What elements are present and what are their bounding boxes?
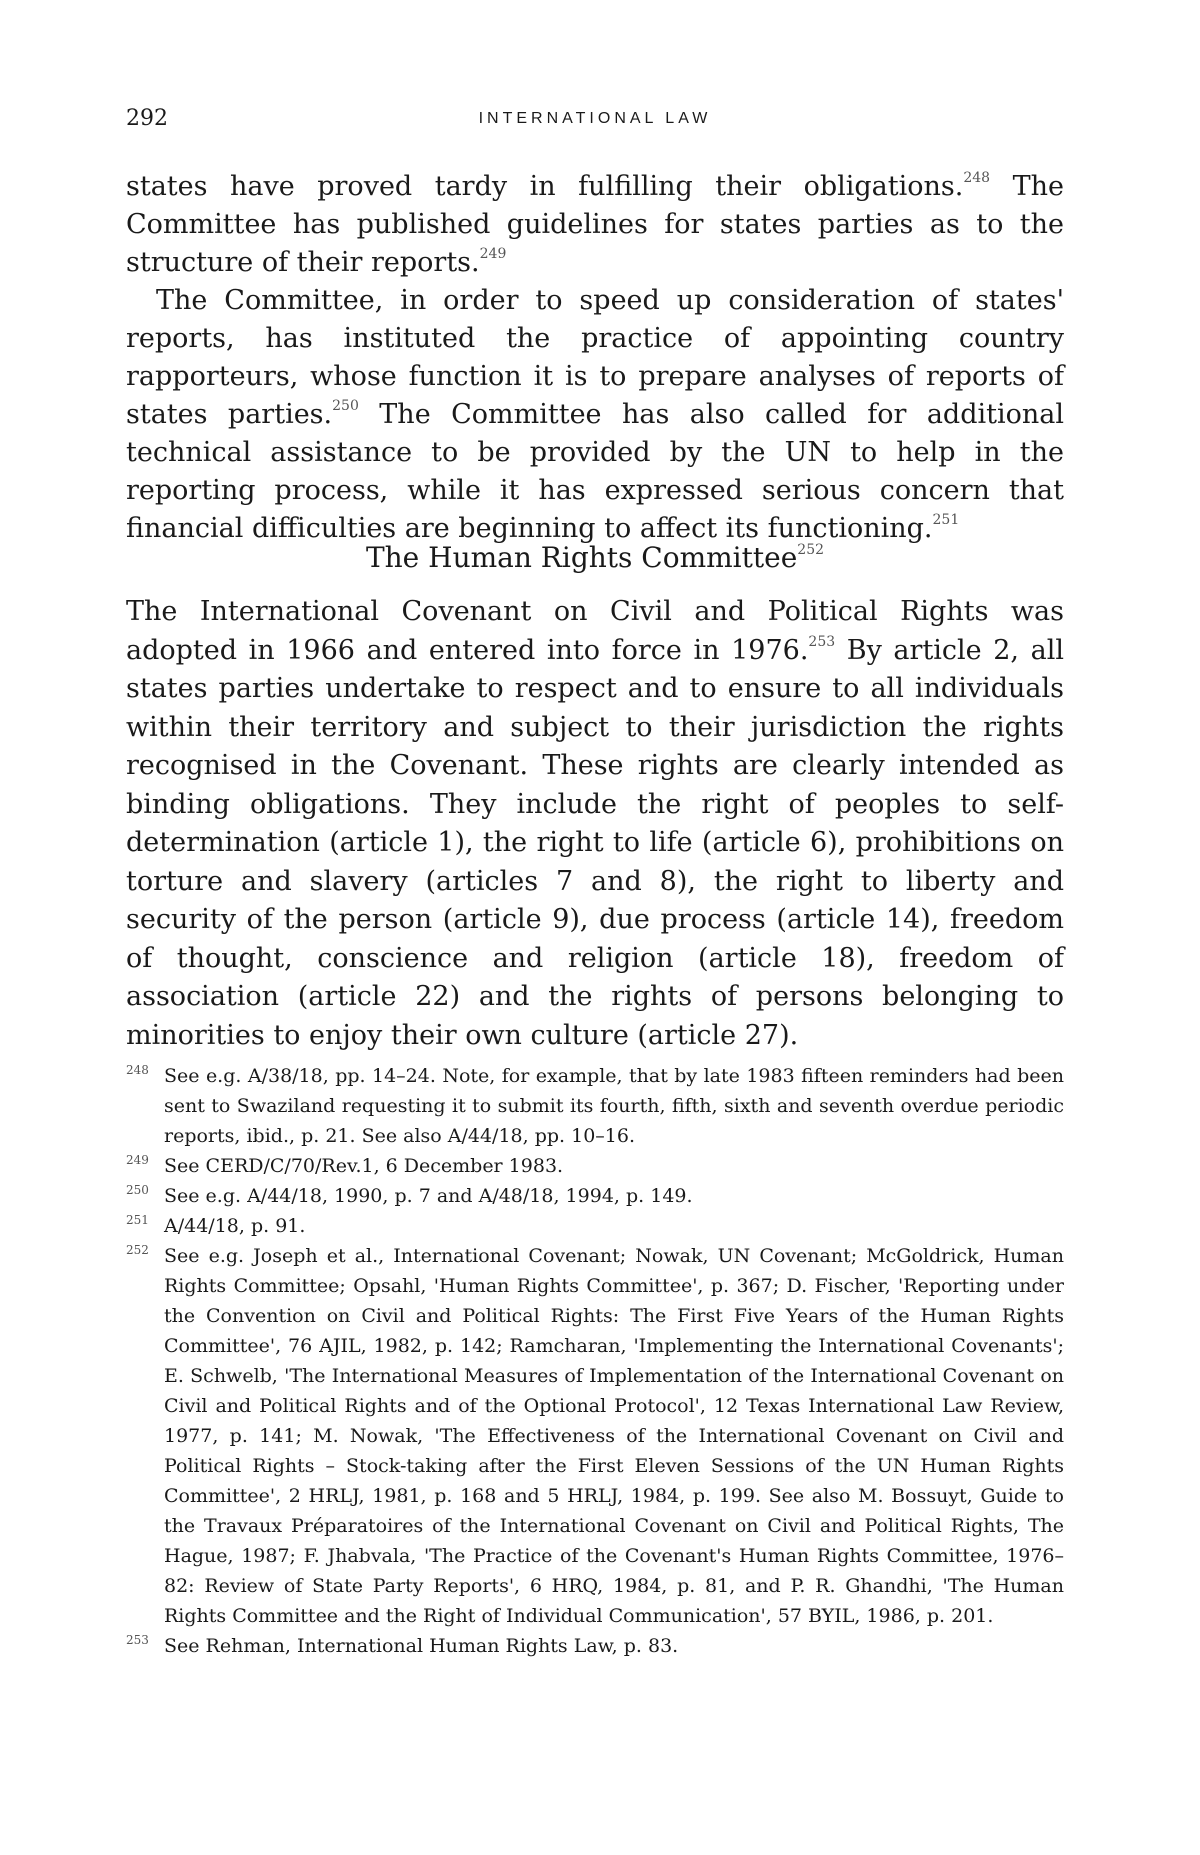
section-heading: The Human Rights Committee$^{252}$ bbox=[365, 541, 825, 574]
footnote-ref-251[interactable]: 251 bbox=[932, 512, 960, 528]
footnote-text: A/44/18, p. 91. bbox=[164, 1215, 306, 1237]
footnote-text: See e.g. Joseph et al., International Covenant; Nowak, UN Covenant; McGoldrick, Human Rights Committee; Opsahl, 'Human Rights Committee', p. 367; D. Fischer, 'Reporting under the Convention on Civil and Political Rights: The First Five Years of the Human Rights Committee', 76 AJIL, 1982, p. 142; Ramcharan, 'Implementing the International Covenants'; E. Schwelb, 'The International Measures of Implementation of the International Covenant on Civil and Political Rights and of the Optional Protocol', 12 Texas International Law Review, 1977, p. 141; M. Nowak, 'The Effectiveness of the International Covenant on Civil and Political Rights – Stock-taking after the First Eleven Sessions of the UN Human Rights Committee', 2 HRLJ, 1981, p. 168 and 5 HRLJ, 1984, p. 199. See also M. Bossuyt, Guide to the Travaux Préparatoires of the International Covenant on Civil and Political Rights, The Hague, 1987; F. Jhabvala, 'The Practice of the Covenant's Human Rights Committee, 1976–82: Review of State Party Reports', 6 HRQ, 1984, p. 81, and P. R. Ghandhi, 'The Human Rights Committee and the Right of Individual Communication', 57 BYIL, 1986, p. 201. bbox=[164, 1245, 1064, 1627]
running-head bbox=[126, 106, 1064, 136]
body-text-top bbox=[126, 168, 1064, 548]
paragraph-3: The International Covenant on Civil and Political Rights was adopted in 1966 and entered into force in 1976.$^{253}$ By article 2, all states parties undertake to respect and to ensure to all individuals within their territory and subject to their jurisdiction the rights recognised in the Covenant. These rights are clearly intended as binding obligations. They include the right of peoples to self-determination (article 1), the right to life (article 6), prohibitions on torture and slavery (articles 7 and 8), the right to liberty and security of the person (article 9), due process (article 14), freedom of thought, conscience and religion (article 18), freedom of association (article 22) and the rights of persons belonging to minorities to enjoy their own culture (article 27). bbox=[126, 596, 1064, 1051]
footnote-ref-252[interactable]: 252 bbox=[797, 542, 825, 558]
footnote-text: See e.g. A/44/18, 1990, p. 7 and A/48/18, 1994, p. 149. bbox=[164, 1185, 693, 1207]
footnote-ref-250[interactable]: 250 bbox=[332, 398, 359, 414]
paragraph-2: The Committee, in order to speed up consideration of states' reports, has instituted the practice of appointing country rapporteurs, whose function it is to prepare analyses of reports of states parties.$^{250}$ The Committee has also called for additional technical assistance to be provided by the UN to help in the reporting process, while it has expressed serious concern that financial difficulties are beginning to affect its functioning.$^{251}$ bbox=[126, 285, 1064, 544]
footnote-number: 249 bbox=[126, 1153, 149, 1167]
footnote-number: 252 bbox=[126, 1243, 149, 1257]
footnote bbox=[126, 1631, 1064, 1661]
paragraph-1: states have proved tardy in fulfilling their obligations.$^{248}$ The Committee has published guidelines for states parties as to the structure of their reports.$^{249}$ bbox=[126, 170, 1064, 278]
footnote-text: See e.g. A/38/18, pp. 14–24. Note, for example, that by late 1983 fifteen reminders had been sent to Swaziland requesting it to submit its fourth, fifth, sixth and seventh overdue periodic reports, ibid., p. 21. See also A/44/18, pp. 10–16. bbox=[164, 1065, 1064, 1147]
footnote-number: 251 bbox=[126, 1213, 149, 1227]
footnote bbox=[126, 1241, 1064, 1631]
footnote-number: 248 bbox=[126, 1063, 149, 1077]
running-title: INTERNATIONAL LAW bbox=[478, 110, 712, 127]
footnote-text: See Rehman, International Human Rights Law, p. 83. bbox=[164, 1635, 679, 1657]
footnote bbox=[126, 1181, 1064, 1211]
page-number: 292 bbox=[126, 106, 168, 131]
footnote bbox=[126, 1211, 1064, 1241]
footnote-ref-249[interactable]: 249 bbox=[479, 246, 507, 262]
footnote-ref-248[interactable]: 248 bbox=[963, 170, 991, 186]
footnote-text: See CERD/C/70/Rev.1, 6 December 1983. bbox=[164, 1155, 564, 1177]
footnote-number: 253 bbox=[126, 1633, 149, 1647]
footnote bbox=[126, 1151, 1064, 1181]
footnote-number: 250 bbox=[126, 1183, 149, 1197]
body-text-bottom bbox=[126, 593, 1064, 1055]
footnote bbox=[126, 1061, 1064, 1151]
footnotes bbox=[126, 1061, 1064, 1661]
footnote-ref-253[interactable]: 253 bbox=[808, 633, 836, 650]
